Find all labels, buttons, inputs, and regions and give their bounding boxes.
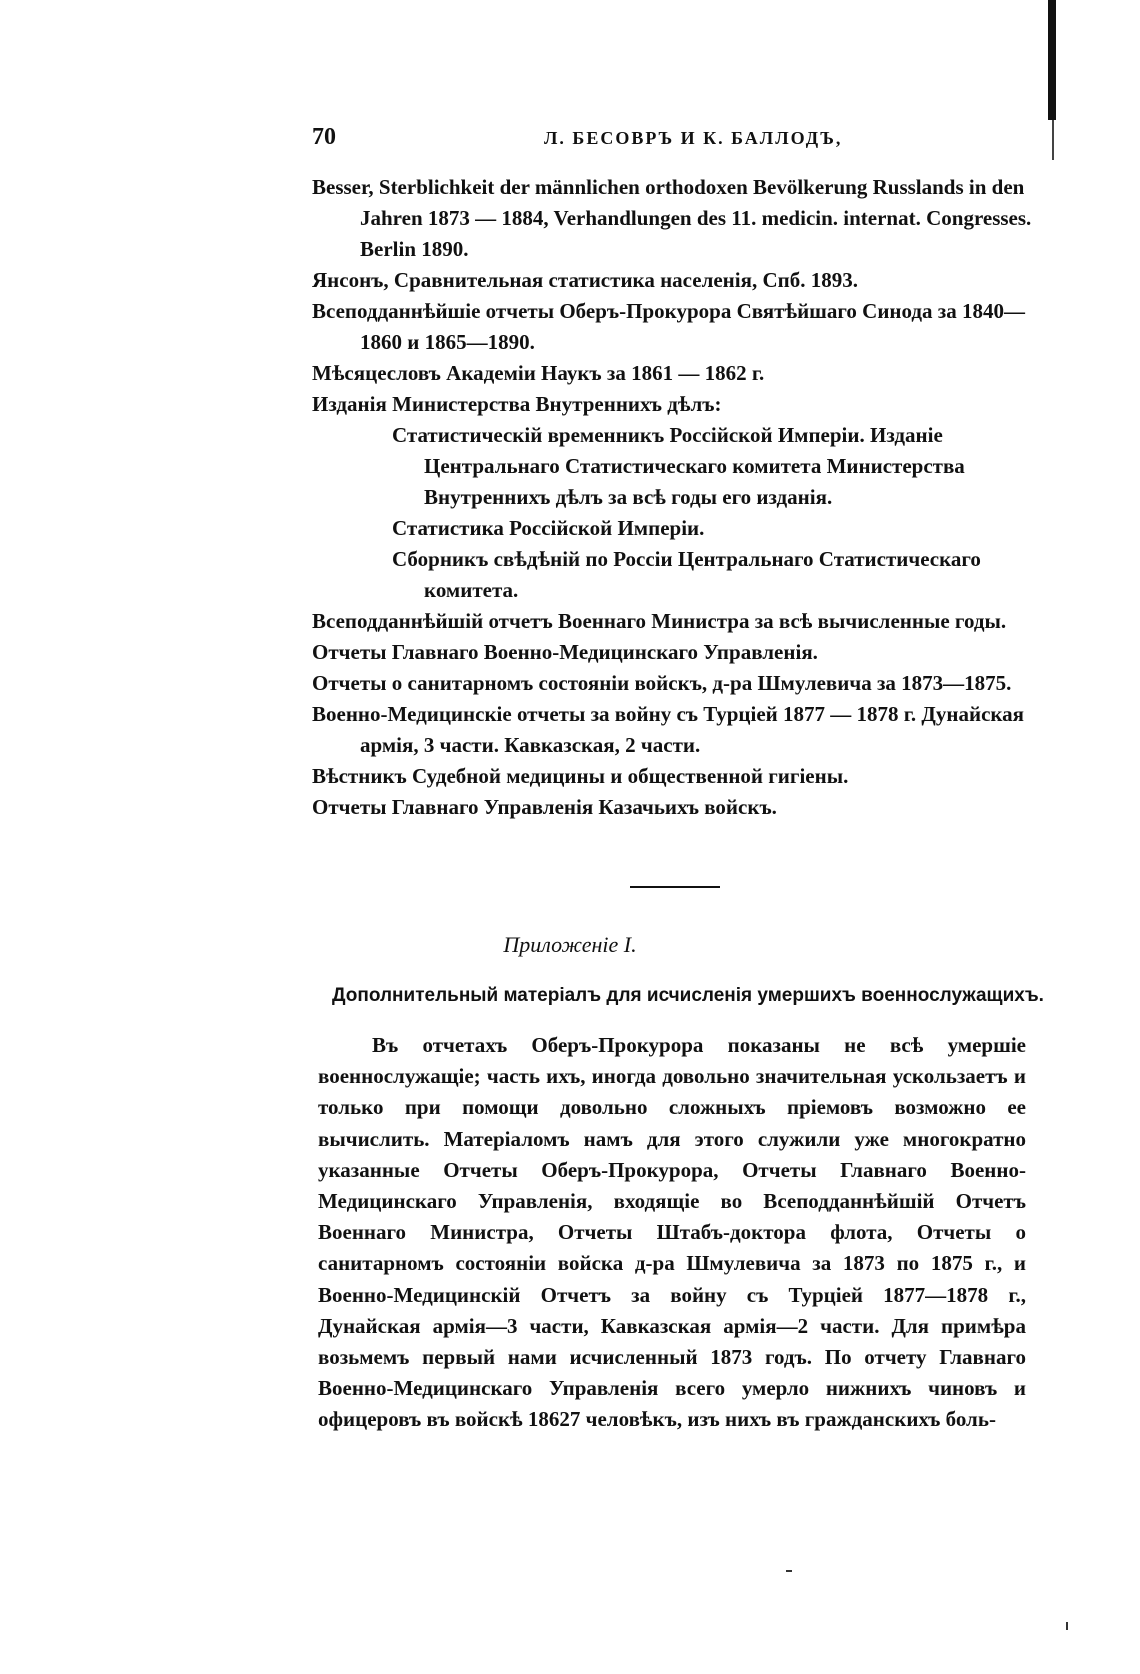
scan-speck: [1066, 1622, 1068, 1630]
appendix-paragraph: Въ отчетахъ Оберъ-Прокурора показаны не всѣ умершіе военнослужащіе; часть ихъ, иногда довольно значительная ускользаетъ и только при помощи довольно сложныхъ пріемовъ возможно ее вычислить. Матеріаломъ намъ для этого служили уже многократно указанные Отчеты Оберъ-Прокурора, Отчеты Главнаго Военно-Медицинскаго Управленія, входящіе во Всеподданнѣйшій Отчетъ Военнаго Министра, Отчеты Штабъ-доктора флота, Отчеты о санитарномъ состояніи войска д-ра Шмулевича за 1873 по 1875 г., и Военно-Медицинскій Отчетъ за войну съ Турціей 1877—1878 г., Дунайская армія—3 части, Кавказская армія—2 части. Для примѣра возьмемъ первый нами исчисленный 1873 годъ. По отчету Главнаго Военно-Медицинскаго Управленія всего умерло нижнихъ чиновъ и офицеровъ въ войскѣ 18627 человѣкъ, изъ нихъ въ гражданскихъ боль-: [318, 1033, 1026, 1432]
scan-edge-line: [1052, 120, 1054, 160]
bibliography-entry: Besser, Sterblichkeit der männlichen orthodoxen Bevölkerung Russlands in den Jahren 1873 — 1884, Verhandlungen des 11. medicin. internat. Congresses. Berlin 1890.: [312, 175, 1032, 261]
appendix-label: Приложеніе I.: [503, 932, 637, 957]
bibliography-entry: Отчеты Главнаго Управленія Казачьихъ войскъ.: [312, 795, 777, 819]
scan-edge-mark: [1048, 0, 1056, 120]
bibliography-entry: Мѣсяцесловъ Академіи Наукъ за 1861 — 1862 г.: [312, 361, 765, 385]
bibliography-entry: Всеподданнѣйшій отчетъ Военнаго Министра за всѣ вычисленные годы.: [312, 609, 1007, 633]
bibliography-entry: Отчеты Главнаго Военно-Медицинскаго Управленія.: [312, 640, 818, 664]
page-header: [312, 124, 1012, 160]
bibliography-entry: Военно-Медицинскіе отчеты за войну съ Турціей 1877 — 1878 г. Дунайская армія, 3 части. Кавказская, 2 части.: [312, 702, 1025, 757]
bibliography-subentry: Статистическій временникъ Россійской Имперіи. Изданіе Центральнаго Статистическаго комитета Министерства Внутреннихъ дѣлъ за всѣ годы его изданія.: [392, 423, 965, 509]
bibliography-subentry: Статистика Россійской Имперіи.: [392, 516, 705, 540]
bibliography-list: [312, 172, 1032, 823]
page-number: 70: [312, 124, 336, 150]
section-divider: [630, 886, 720, 888]
bibliography-subentry: Сборникъ свѣдѣній по Россіи Центральнаго Статистическаго комитета.: [392, 547, 981, 602]
bibliography-entry: Янсонъ, Сравнительная статистика населенія, Спб. 1893.: [312, 268, 858, 292]
bibliography-entry: Изданія Министерства Внутреннихъ дѣлъ:: [312, 392, 722, 416]
bibliography-entry: Вѣстникъ Судебной медицины и общественной гигіены.: [312, 764, 849, 788]
scan-speck: [786, 1570, 792, 1572]
running-head: Л. БЕСОВРЪ И К. БАЛЛОДЪ,: [544, 128, 843, 148]
bibliography-entry: Всеподданнѣйшіе отчеты Оберъ-Прокурора Святѣйшаго Синода за 1840—1860 и 1865—1890.: [312, 299, 1025, 354]
bibliography-entry: Отчеты о санитарномъ состояніи войскъ, д-ра Шмулевича за 1873—1875.: [312, 671, 1012, 695]
appendix-title: Дополнительный матеріалъ для исчисленія умершихъ военнослужащихъ.: [332, 985, 1044, 1006]
